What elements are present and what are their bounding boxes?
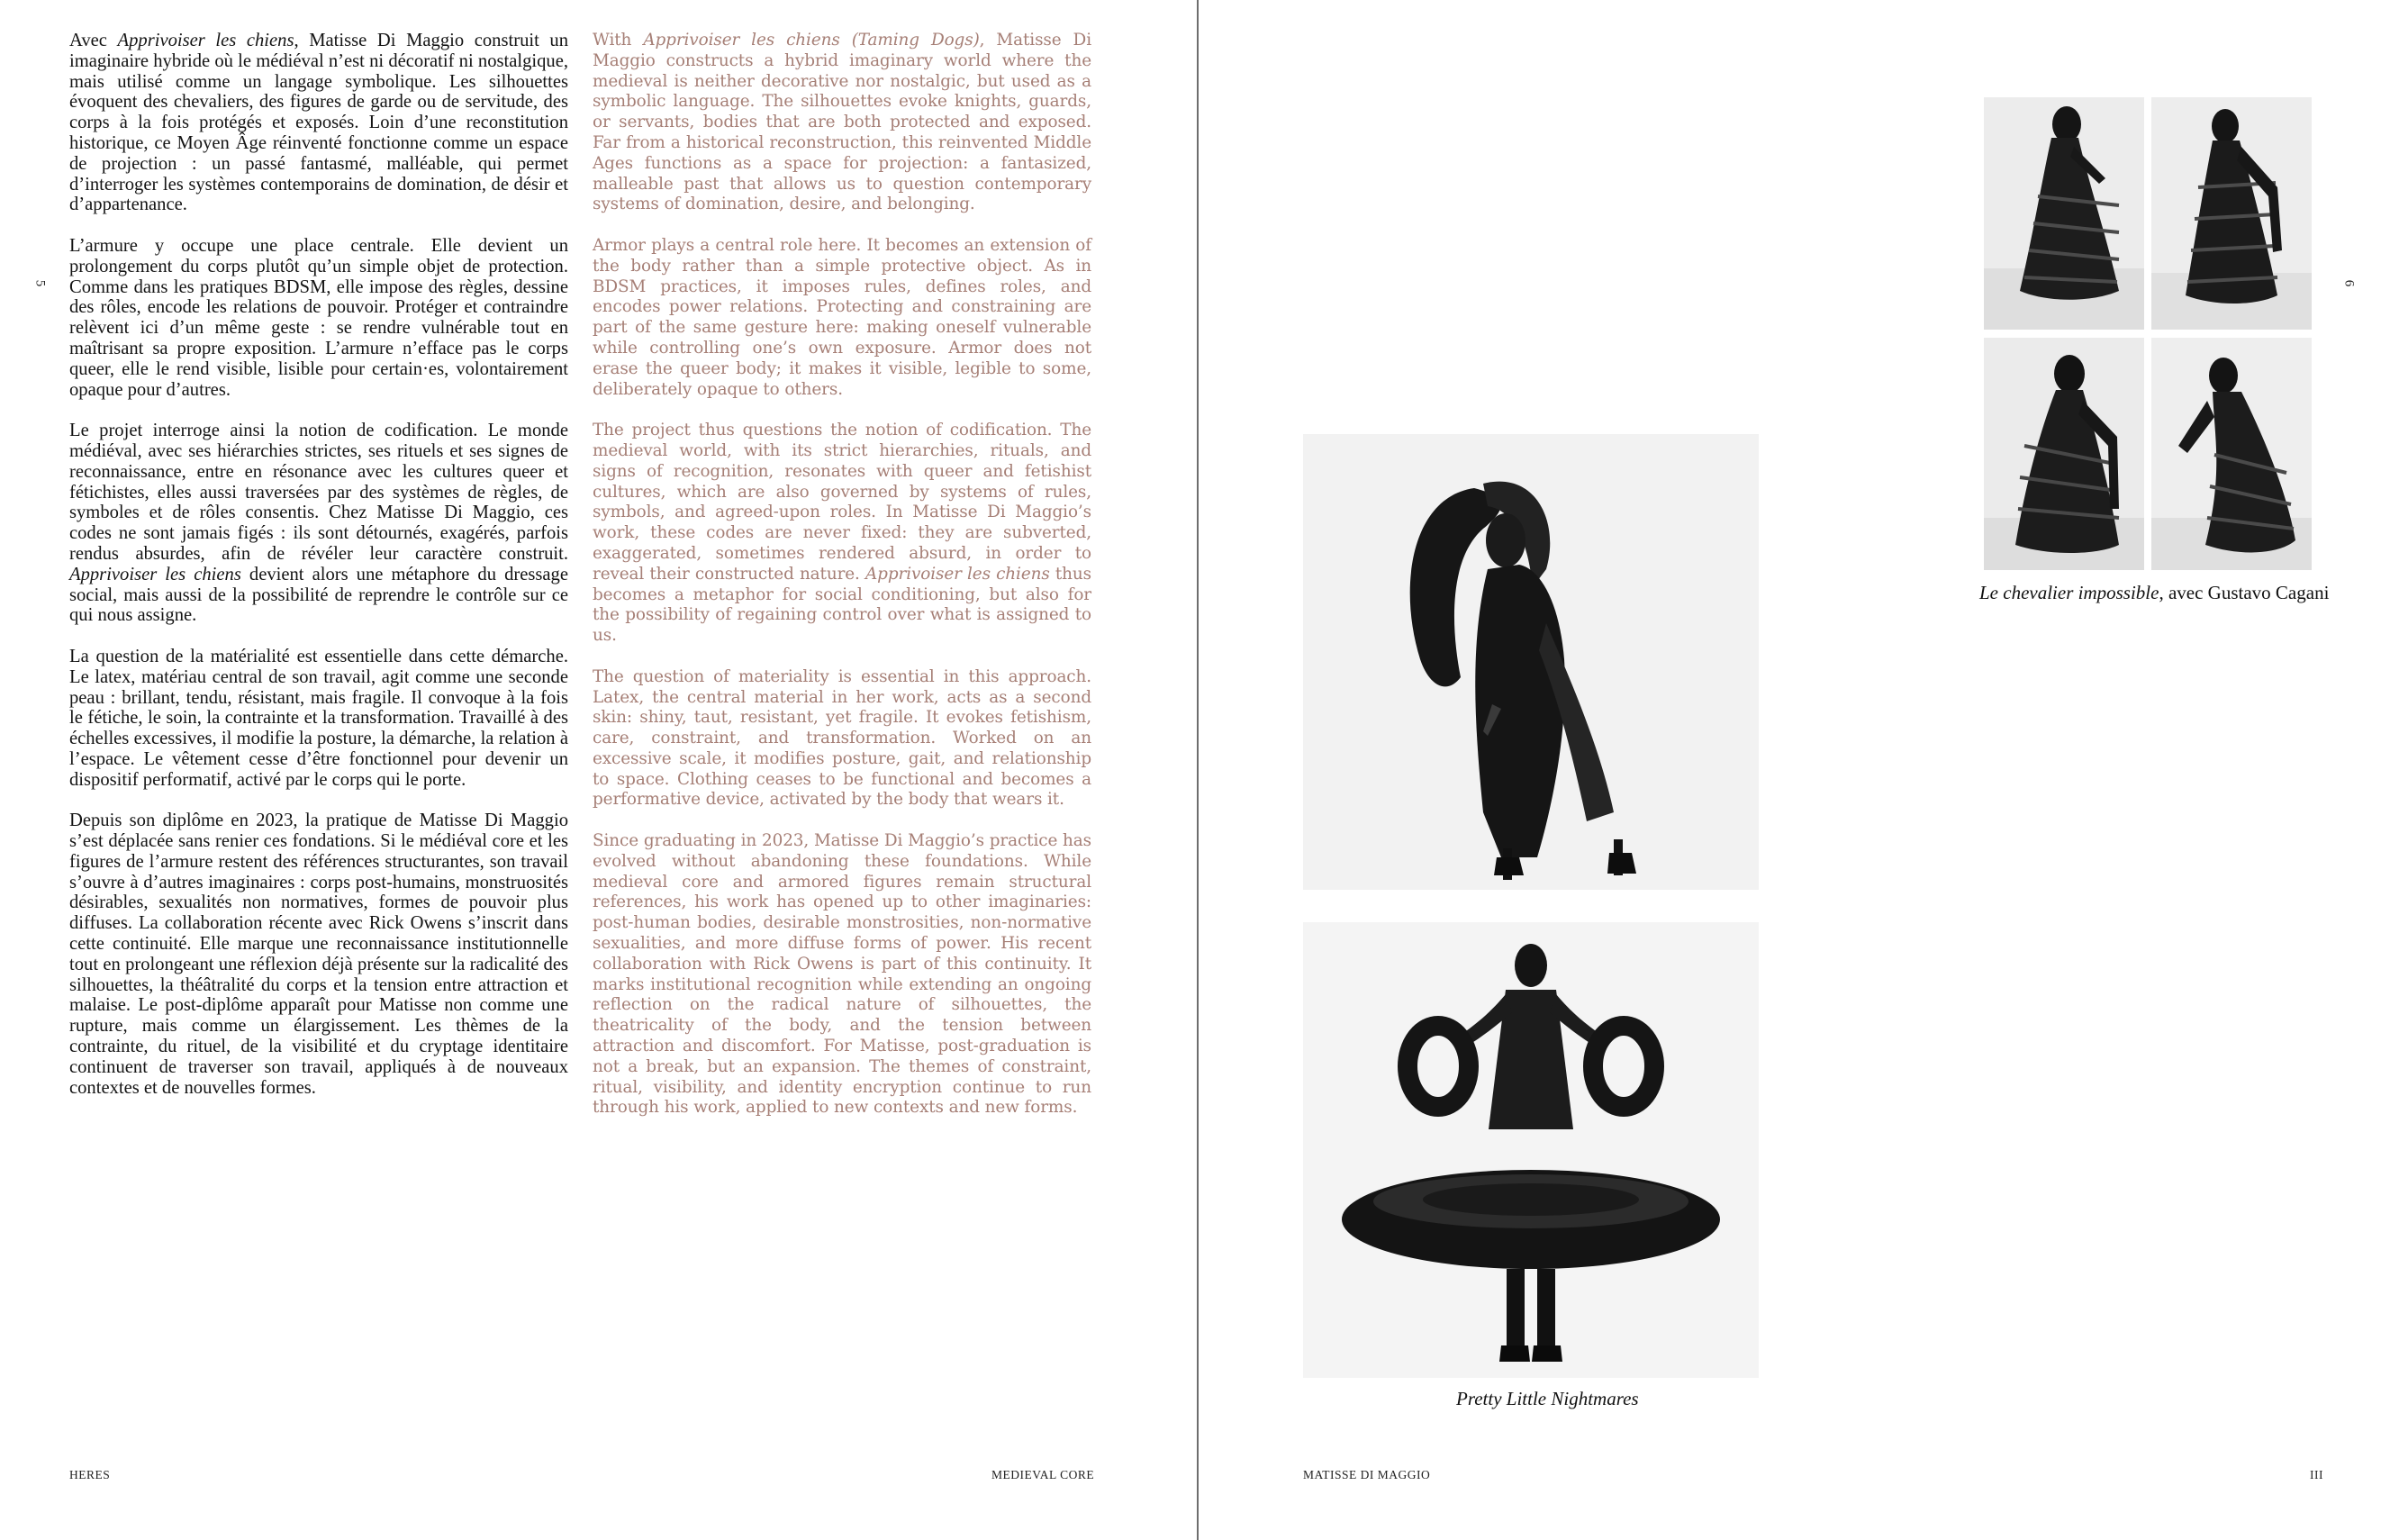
footer-artist-name: MATISSE DI MAGGIO [1303,1468,1431,1481]
photo-chevalier-3 [1984,338,2144,570]
footer-section-title: MEDIEVAL CORE [991,1468,1095,1481]
french-text-column [69,31,568,1119]
footer-publication-name: HERES [69,1468,111,1481]
french-paragraph-1: Avec Apprivoiser les chiens, Matisse Di Maggio construit un imaginaire hybride où le médiéval n’est ni décoratif ni nostalgique, mais utilisé comme un langage symbolique. Les silhouettes évoquent des chevaliers, des figures de garde ou de servitude, des corps à la fois protégés et exposés. Loin d’une reconstitution historique, ce Moyen Âge réinventé fonctionne comme un espace de projection : un passé fantasmé, malléable, qui permet d’interroger les systèmes contemporains de domination, de désir et d’appartenance. [69,31,568,215]
side-page-number-right: 6 [2341,279,2357,287]
photo-chevalier-1 [1984,97,2144,330]
english-paragraph-4: The question of materiality is essential in this approach. Latex, the central material in her work, acts as a second skin: shiny, taut, resistant, yet fragile. It evokes fetishism, care, constraint, and transformation. Worked on an excessive scale, it modifies posture, gait, and relationship to space. Clothing ceases to be functional and becomes a performative device, activated by the body that wears it. [593,666,1091,810]
french-paragraph-5: Depuis son diplôme en 2023, la pratique de Matisse Di Maggio s’est déplacée sans renier ces fondations. Si le médiéval core et les figures de l’armure restent des références structurantes, son travail s’ouvre à d’autres imaginaires : corps post-humains, monstruosités désirables, sexualités non normatives, formes de pouvoir plus diffuses. La collaboration récente avec Rick Owens s’inscrit dans cette continuité. Elle marque une reconnaissance institutionnelle tout en prolongeant une réflexion déjà présente sur la radicalité des silhouettes, la théâtralité du corps et la tension entre attraction et malaise. Le post-diplôme apparaît pour Matisse non comme une rupture, mais comme un élargissement. Les thèmes de la contrainte, du rituel, de la visibilité et du cryptage identitaire continuent de traverser son travail, appliqués à de nouveaux contextes et de nouvelles formes. [69,811,568,1098]
french-paragraph-4: La question de la matérialité est essentielle dans cette démarche. Le latex, matériau central de son travail, agit comme une seconde peau : brillant, tendu, résistant, mais fragile. Il convoque à la fois le fétiche, le soin, la contrainte et la transformation. Travaillé à des échelles excessives, il modifie la posture, la démarche, la relation à l’espace. Le vêtement cesse d’être fonctionnel pour devenir un dispositif performatif, activé par le corps qui le porte. [69,646,568,790]
footer-page-number: III [2310,1468,2323,1481]
photo-inflatable-ring [1303,922,1759,1378]
photo-chevalier-4 [2151,338,2312,570]
english-paragraph-2: Armor plays a central role here. It becomes an extension of the body rather than a simple protective object. As in BDSM practices, it imposes rules, defines roles, and encodes power relations. Protecting and constraining are part of the same gesture here: making oneself vulnerable while controlling one’s own exposure. Armor does not erase the queer body; it makes it visible, legible to some, deliberately opaque to others. [593,235,1091,399]
photo-inflatable-hood [1303,434,1759,890]
english-text-column [593,31,1091,1139]
french-paragraph-3: Le projet interroge ainsi la notion de codification. Le monde médiéval, avec ses hiérarchies strictes, ses rituels et ses signes de reconnaissance, entre en résonance avec les cultures queer et fétichistes, elles aussi traversées par des systèmes de règles, de symboles et de rôles consentis. Chez Matisse Di Maggio, ces codes ne sont jamais figés : ils sont détournés, exagérés, parfois rendus absurdes, afin de révéler leur caractère construit. Apprivoiser les chiens devient alors une métaphore du dressage social, mais aussi de la possibilité de reprendre le contrôle sur ce qui nous assigne. [69,421,568,626]
page-gutter [1197,0,1199,1540]
photo-chevalier-2 [2151,97,2312,330]
caption-chevalier-impossible: Le chevalier impossible, avec Gustavo Cagani [1979,582,2330,603]
caption-pretty-little-nightmares: Pretty Little Nightmares [1456,1388,1639,1409]
french-paragraph-2: L’armure y occupe une place centrale. Elle devient un prolongement du corps plutôt qu’un simple objet de protection. Comme dans les pratiques BDSM, elle impose des règles, dessine des rôles, encode les relations de pouvoir. Protéger et contraindre relèvent ici d’un même geste : se rendre vulnérable tout en maîtrisant sa propre exposition. L’armure n’efface pas le corps queer, elle le rend visible, lisible pour certain·es, volontairement opaque pour d’autres. [69,235,568,400]
side-page-number-left: 5 [32,279,48,287]
english-paragraph-1: With Apprivoiser les chiens (Taming Dogs), Matisse Di Maggio constructs a hybrid imaginary world where the medieval is neither decorative nor nostalgic, but used as a symbolic language. The silhouettes evoke knights, guards, or servants, bodies that are both protected and exposed. Far from a historical reconstruction, this reinvented Middle Ages functions as a space for projection: a fantasized, malleable past that allows us to question contemporary systems of domination, desire, and belonging. [593,31,1091,214]
english-paragraph-3: The project thus questions the notion of codification. The medieval world, with its strict hierarchies, rituals, and signs of recognition, resonates with queer and fetishist cultures, which are also governed by systems of rules, symbols, and agreed-upon roles. In Matisse Di Maggio’s work, these codes are never fixed: they are subverted, exaggerated, sometimes rendered absurd, in order to reveal their constructed nature. Apprivoiser les chiens thus becomes a metaphor for social conditioning, but also for the possibility of regaining control over what is assigned to us. [593,421,1091,646]
english-paragraph-5: Since graduating in 2023, Matisse Di Maggio’s practice has evolved without abandoning these foundations. While medieval core and armored figures remain structural references, his work has opened up to other imaginaries: post-human bodies, desirable monstrosities, non-normative sexualities, and more diffuse forms of power. His recent collaboration with Rick Owens is part of this continuity. It marks institutional recognition while extending an ongoing reflection on the radical nature of silhouettes, the theatricality of the body, and the tension between attraction and discomfort. For Matisse, post-graduation is not a break, but an expansion. The themes of constraint, ritual, visibility, and identity encryption continue to run through his work, applied to new contexts and new forms. [593,831,1091,1118]
